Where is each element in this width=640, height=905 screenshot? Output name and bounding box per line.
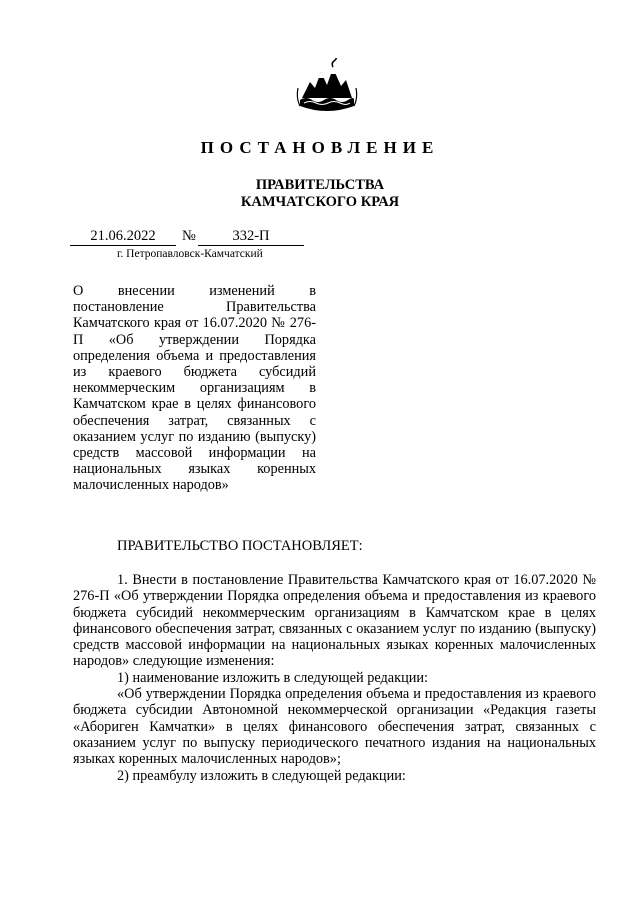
document-number: 332-П xyxy=(198,228,304,246)
issuer-line-1: ПРАВИТЕЛЬСТВА xyxy=(255,177,385,193)
body-paragraph-4: 2) преамбулу изложить в следующей редакции: xyxy=(117,767,406,784)
body-paragraph-2: 1) наименование изложить в следующей редакции: xyxy=(117,669,428,686)
issuer-line-2: КАМЧАТСКОГО КРАЯ xyxy=(240,194,400,210)
document-type-title: ПОСТАНОВЛЕНИЕ xyxy=(200,138,440,157)
body-paragraph-1: 1. Внести в постановление Правительства Камчатского края от 16.07.2020 № 276-П «Об утверждении Порядка определения объема и предоставления из краевого бюджета субсидий некоммерческим организациям в Камчатском крае в целях финансового обеспечения затрат, связанных с оказанием услуг по изданию (выпуску) средств массовой информации на национальных языках коренных малочисленных народов» следующие изменения: xyxy=(73,572,596,670)
document-body xyxy=(73,572,596,784)
number-sign: № xyxy=(182,228,196,244)
issue-city: г. Петропавловск-Камчатский xyxy=(117,248,263,260)
document-subject: О внесении изменений в постановление Правительства Камчатского края от 16.07.2020 № 276-П «Об утверждении Порядка определения объема и предоставления из краевого бюджета субсидий некоммерческим организациям в Камчатском крае в целях финансового обеспечения затрат, связанных с оказанием услуг по изданию (выпуску) средств массовой информации на национальных языках коренных малочисленных народов» xyxy=(73,283,316,494)
document-date: 21.06.2022 xyxy=(70,228,176,246)
preamble: ПРАВИТЕЛЬСТВО ПОСТАНОВЛЯЕТ: xyxy=(117,538,363,554)
body-paragraph-3: «Об утверждении Порядка определения объема и предоставления из краевого бюджета субсидии Автономной некоммерческой организации «Редакция газеты «Абориген Камчатки» в целях финансового обеспечения затрат, связанных с оказанием услуг по выпуску периодического печатного издания на национальных языках коренных малочисленных народов»; xyxy=(73,686,596,768)
issuer-block xyxy=(0,177,640,211)
kamchatka-emblem-icon xyxy=(296,58,358,114)
